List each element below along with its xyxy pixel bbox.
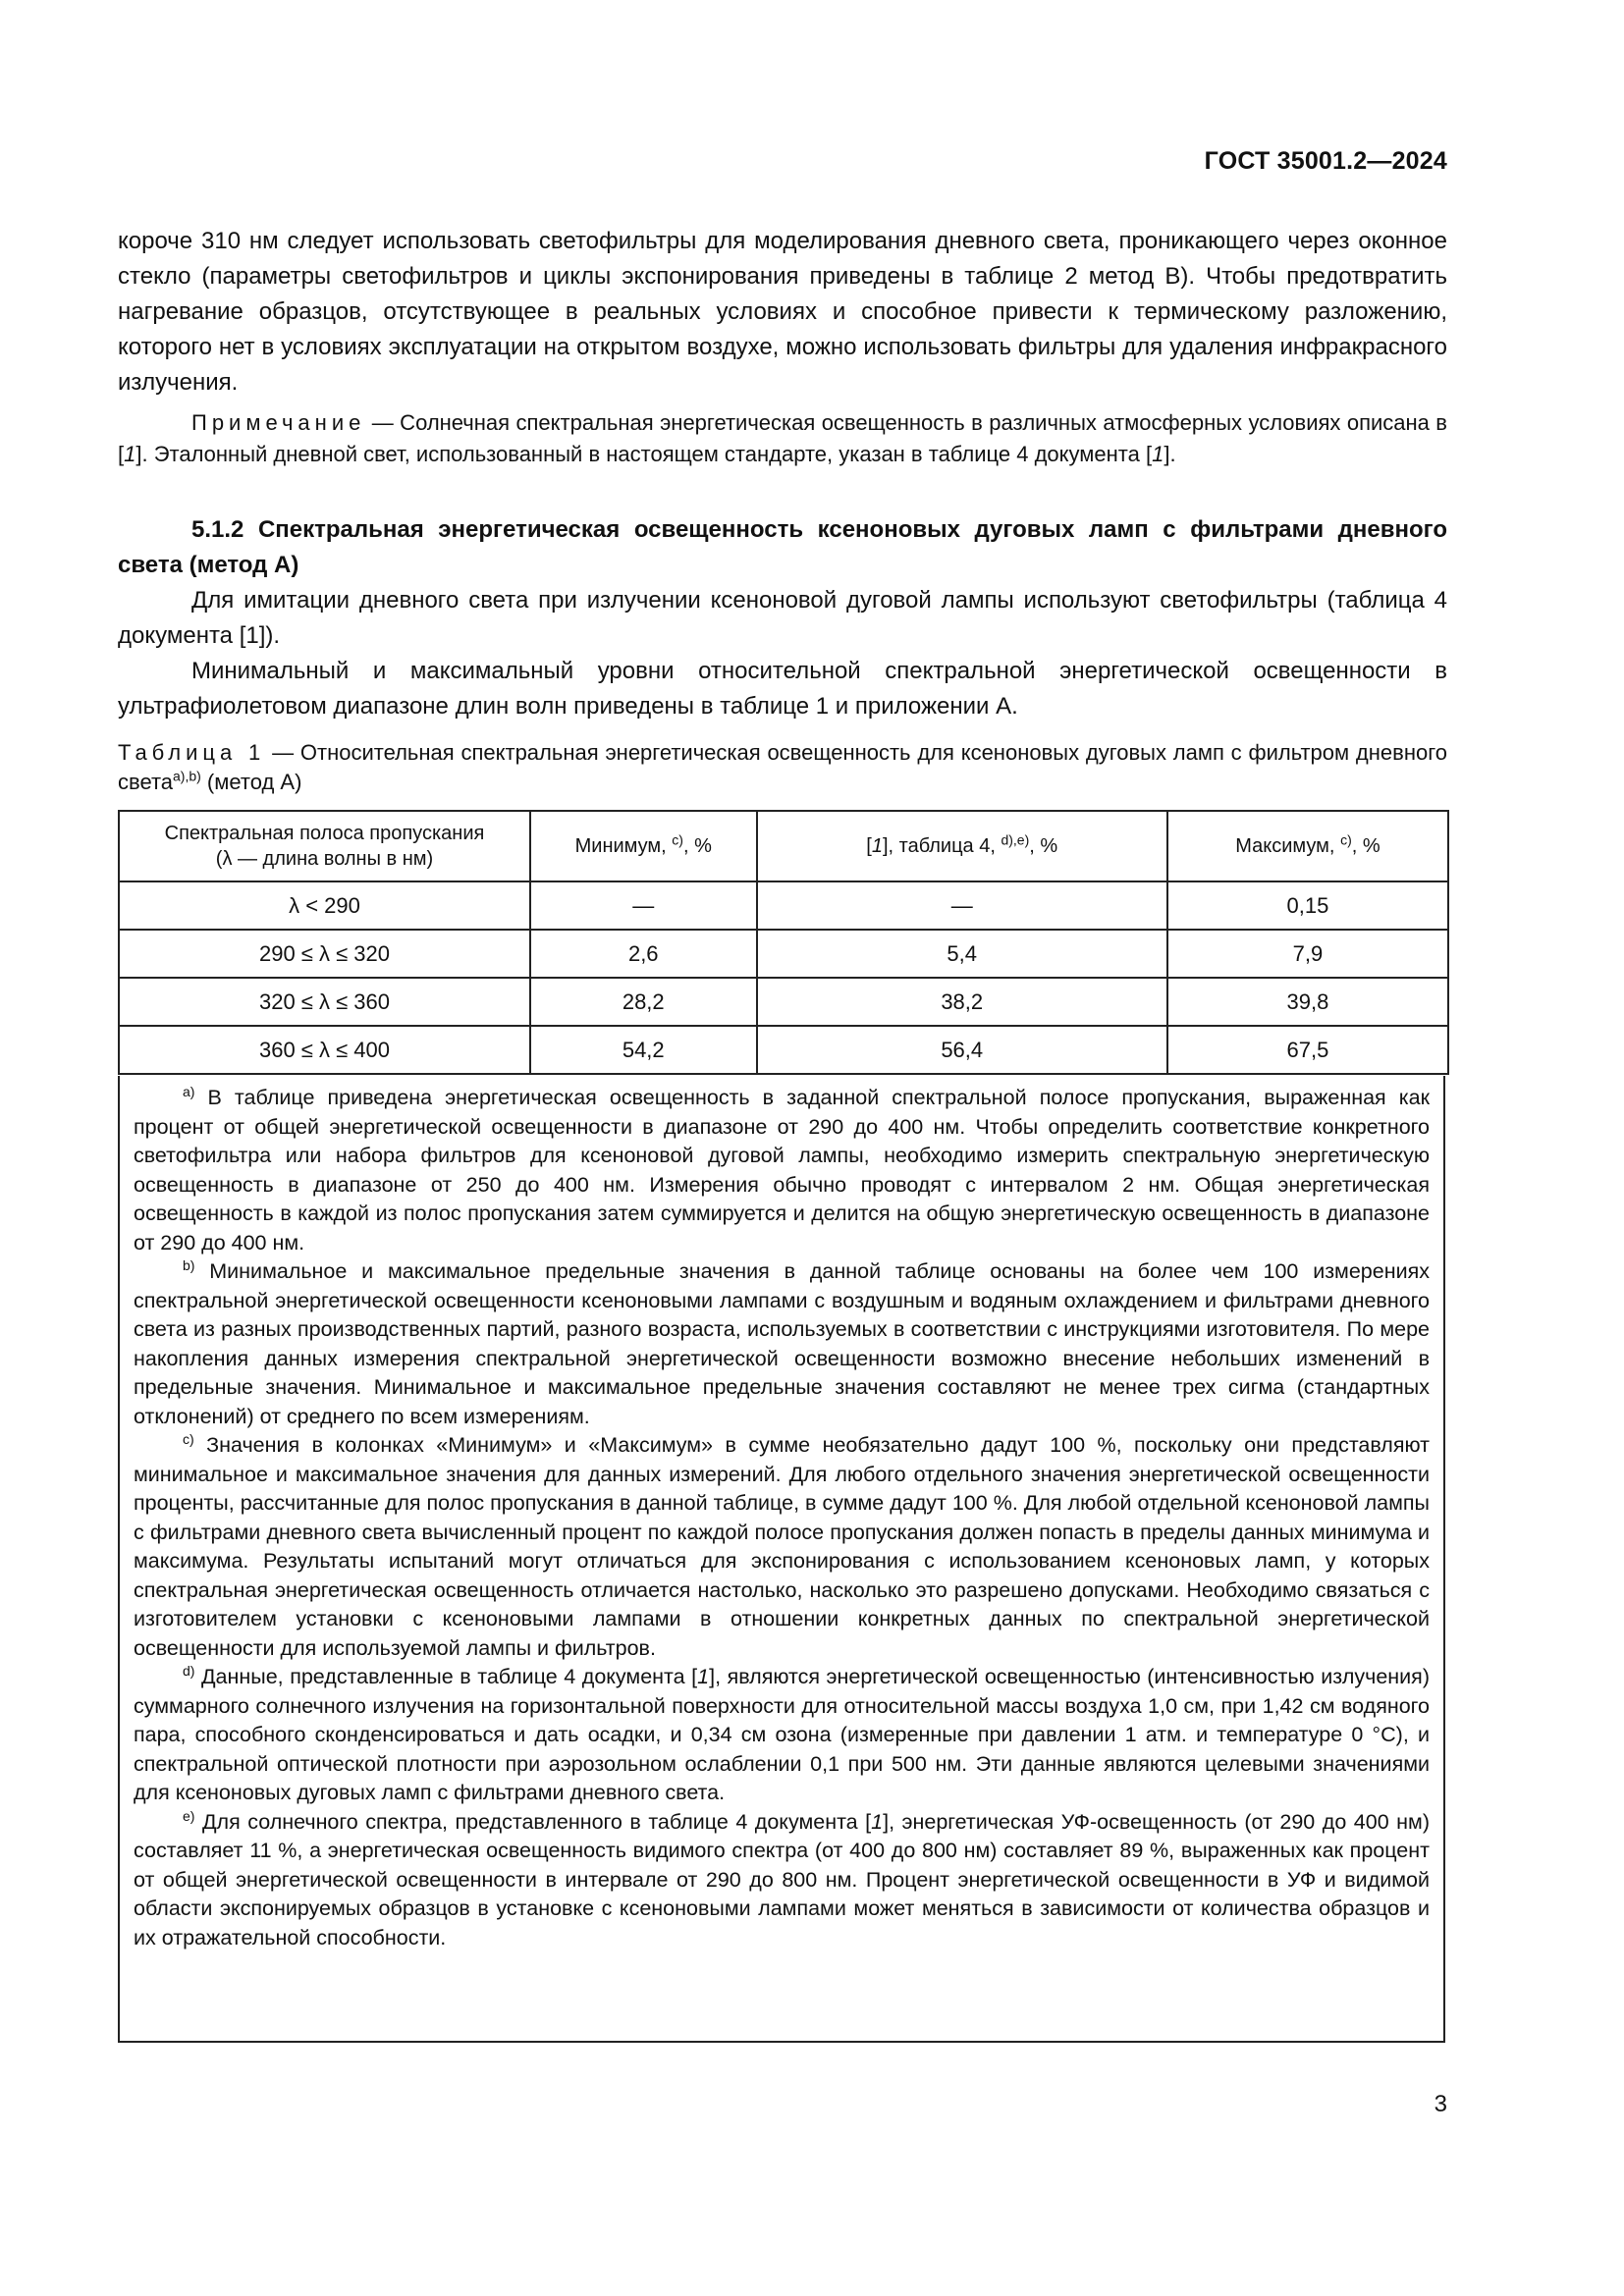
footnote-e-text-2: ], энергетическая УФ-освещенность (от 290 до 400 нм) составляет 11 %, а энергетическая освещенность видимого спектра (от 400 до 800 нм) составляет 89 %, выраженных как процент от общей энергетической освещенности в интервале от 290 до 800 нм. Процент энергетической освещенности в УФ и видимой области экспонируемых образцов в установке с ксеноновыми лампами может меняться в зависимости от количества образцов и их отражательной способности.: [134, 1809, 1430, 1949]
footnote-b: [134, 1257, 1430, 1431]
footnote-d: [134, 1663, 1430, 1808]
cell-reference: 5,4: [757, 930, 1167, 978]
header-minimum-unit: , %: [682, 835, 712, 857]
table-caption-text: — Относительная спектральная энергетическая освещенность для ксеноновых дуговых ламп с фильтром дневного света: [118, 740, 1447, 794]
table-caption-footnote-marks: a),b): [173, 768, 201, 784]
note-label: Примечание: [191, 410, 366, 435]
cell-reference: 38,2: [757, 978, 1167, 1026]
header-reference-sup: d),e): [1001, 831, 1030, 848]
cell-maximum: 7,9: [1167, 930, 1448, 978]
table-row: [119, 978, 1448, 1026]
note-block: [118, 407, 1447, 470]
header-band-line2: (λ — длина волны в нм): [215, 848, 434, 870]
note-ref-1: 1: [124, 442, 136, 466]
header-maximum: [1167, 811, 1448, 881]
cell-band: 360 ≤ λ ≤ 400: [119, 1026, 530, 1074]
header-reference-unit: , %: [1029, 835, 1058, 857]
table-header-row: [119, 811, 1448, 881]
note-text-1: — Солнечная спектральная энергетическая освещенность в различных атмосферных условиях описана в [: [118, 410, 1447, 466]
header-minimum: [530, 811, 757, 881]
cell-maximum: 67,5: [1167, 1026, 1448, 1074]
table-row: [119, 930, 1448, 978]
cell-band: 320 ≤ λ ≤ 360: [119, 978, 530, 1026]
header-minimum-label: Минимум,: [574, 835, 673, 857]
footnote-d-text-2: ], являются энергетической освещенностью (интенсивностью излучения) суммарного солнечного излучения на горизонтальной поверхности для относительной массы воздуха 1,0 см, при 1,42 см водяного пара, способного сконденсироваться и дать осадки, и 0,34 см озона (измеренные при давлении 1 атм. и температуре 0 °C), и спектральной оптической плотности при аэрозольном ослаблении 0,1 при 500 нм. Эти данные являются целевыми значениями для ксеноновых дуговых ламп с фильтрами дневного света.: [134, 1665, 1430, 1804]
header-reference-num: 1: [871, 835, 883, 857]
footnote-a-mark: a): [183, 1083, 195, 1099]
footnote-b-text: Минимальное и максимальное предельные значения в данной таблице основаны на более чем 100 измерениях спектральной энергетической освещенности ксеноновыми лампами с воздушным и водяным охлаждением и фильтрами дневного света из разных производственных партий, разного возраста, используемых в соответствии с инструкциями изготовителя. По мере накопления данных измерения спектральной энергетической освещенности возможно внесение небольших изменений в предельные значения. Минимальное и максимальное предельные значения составляют не менее трех сигма (стандартных отклонений) от среднего по всем измерениям.: [134, 1259, 1430, 1428]
header-maximum-unit: , %: [1351, 835, 1380, 857]
cell-minimum: 2,6: [530, 930, 757, 978]
note-text-3: ].: [1164, 442, 1176, 466]
intro-paragraph: [118, 224, 1447, 400]
cell-band: 290 ≤ λ ≤ 320: [119, 930, 530, 978]
footnote-b-mark: b): [183, 1256, 195, 1273]
intro-paragraph-text: короче 310 нм следует использовать светофильтры для моделирования дневного света, проникающего через оконное стекло (параметры светофильтров и циклы экспонирования приведены в таблице 2 метод B). Чтобы предотвратить нагревание образцов, отсутствующее в реальных условиях и способное привести к термическому разложению, которого нет в условиях эксплуатации на открытом воздухе, можно использовать фильтры для удаления инфракрасного излучения.: [118, 228, 1447, 396]
table-caption-label: Таблица 1: [118, 740, 266, 765]
section-title: 5.1.2 Спектральная энергетическая освещенность ксеноновых дуговых ламп с фильтрами дневного света (метод А): [118, 516, 1447, 578]
header-band: [119, 811, 530, 881]
footnote-e-text-1: Для солнечного спектра, представленного в таблице 4 документа [: [194, 1809, 872, 1834]
cell-reference: —: [757, 881, 1167, 930]
cell-maximum: 39,8: [1167, 978, 1448, 1026]
cell-minimum: —: [530, 881, 757, 930]
table-row: [119, 881, 1448, 930]
section-body: [118, 583, 1447, 724]
footnote-c: [134, 1431, 1430, 1663]
header-band-line1: Спектральная полоса пропускания: [164, 823, 485, 844]
header-reference: [757, 811, 1167, 881]
cell-minimum: 54,2: [530, 1026, 757, 1074]
header-reference-label: ], таблица 4,: [882, 835, 1001, 857]
header-maximum-label: Максимум,: [1235, 835, 1341, 857]
spectral-irradiance-table: [118, 810, 1449, 1075]
note-ref-2: 1: [1152, 442, 1164, 466]
table-row: [119, 1026, 1448, 1074]
footnote-c-text: Значения в колонках «Минимум» и «Максимум» в сумме необязательно дадут 100 %, поскольку они представляют минимальное и максимальное значения для данных измерений. Для любого отдельного значения энергетической освещенности проценты, рассчитанные для полос пропускания в данной таблице, в сумме дадут 100 %. Для любой отдельной ксеноновой лампы с фильтрами дневного света вычисленный процент по каждой полосе пропускания должен попасть в пределы данных минимума и максимума. Результаты испытаний могут отличаться для экспонирования с использованием ксеноновых ламп, у которых спектральная энергетическая освещенность отличается настолько, насколько это разрешено допусками. Необходимо связаться с изготовителем установки с ксеноновыми лампами в отношении конкретных данных по спектральной энергетической освещенности для используемой лампы и фильтров.: [134, 1433, 1430, 1660]
header-minimum-sup: c): [672, 831, 683, 848]
page-number: 3: [1434, 2091, 1447, 2117]
cell-maximum: 0,15: [1167, 881, 1448, 930]
footnote-e-ref: 1: [871, 1809, 884, 1834]
header-reference-open: [: [866, 835, 872, 857]
footnote-e-mark: e): [183, 1807, 195, 1824]
section-paragraph-1: Для имитации дневного света при излучении ксеноновой дуговой лампы используют светофильтры (таблица 4 документа [1]).: [118, 587, 1447, 649]
table-caption: [118, 738, 1447, 797]
cell-band: λ < 290: [119, 881, 530, 930]
cell-minimum: 28,2: [530, 978, 757, 1026]
header-maximum-sup: c): [1340, 831, 1352, 848]
footnote-a: [134, 1084, 1430, 1257]
section-paragraph-2: Минимальный и максимальный уровни относительной спектральной энергетической освещенности в ультрафиолетовом диапазоне длин волн приведены в таблице 1 и приложении А.: [118, 658, 1447, 720]
footnote-e: [134, 1808, 1430, 1953]
cell-reference: 56,4: [757, 1026, 1167, 1074]
footnote-a-text: В таблице приведена энергетическая освещенность в заданной спектральной полосе пропускания, выраженная как процент от общей энергетической освещенности в диапазоне от 290 до 400 нм. Чтобы определить соответствие конкретного светофильтра или набора фильтров для ксеноновой дуговой лампы, необходимо измерить спектральную энергетическую освещенность в диапазоне от 250 до 400 нм. Измерения обычно проводят с интервалом 2 нм. Общая энергетическая освещенность в каждой из полос пропускания затем суммируется и делится на общую энергетическую освещенность в диапазоне от 290 до 400 нм.: [134, 1086, 1430, 1255]
table-footnotes: [118, 1076, 1445, 2043]
footnote-c-mark: c): [183, 1430, 194, 1447]
document-code-header: ГОСТ 35001.2—2024: [1204, 147, 1447, 175]
footnote-d-text-1: Данные, представленные в таблице 4 документа [: [194, 1665, 698, 1688]
footnote-d-ref: 1: [697, 1665, 710, 1688]
note-text-2: ]. Эталонный дневной свет, использованный в настоящем стандарте, указан в таблице 4 документа [: [135, 442, 1153, 466]
footnote-d-mark: d): [183, 1662, 195, 1679]
table-caption-suffix: (метод А): [200, 770, 302, 794]
